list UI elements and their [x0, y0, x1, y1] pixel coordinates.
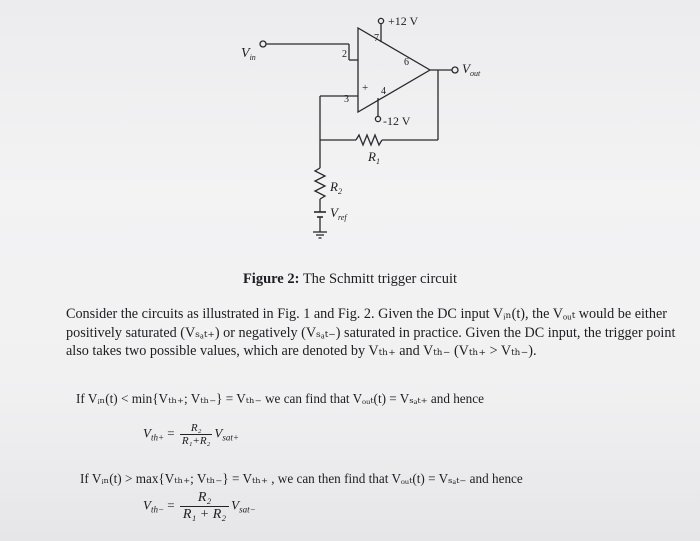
- equation-1-rhs-sub: sat+: [222, 432, 239, 443]
- condition-1-text: If Vᵢₙ(t) < min{Vₜₕ₊; Vₜₕ₋} = Vₜₕ₋ we can find that Vₒᵤₜ(t) = Vₛₐₜ₊ and hence: [76, 391, 484, 406]
- r2-resistor: [315, 168, 325, 199]
- equation-1-numerator: R₂: [180, 422, 213, 435]
- equation-2-lhs-sub: th−: [150, 504, 165, 515]
- pin-2-label: 2: [342, 49, 347, 60]
- vcc-terminal: [378, 18, 383, 23]
- vin-label: $V_{in}$: [241, 46, 256, 62]
- equation-1-lhs-sub: th+: [150, 432, 165, 443]
- condition-2-text: If Vᵢₙ(t) > max{Vₜₕ₊; Vₜₕ₋} = Vₜₕ₊ , we can then find that Vₒᵤₜ(t) = Vₛₐₜ₋ and hence: [80, 471, 523, 486]
- pin-4-label: 4: [381, 86, 386, 97]
- plus-sign: +: [362, 82, 369, 94]
- figure-caption-prefix: Figure 2:: [242, 271, 300, 287]
- vee-terminal: [375, 116, 380, 121]
- figure-caption: [0, 271, 700, 288]
- equation-2-fraction: [180, 490, 229, 523]
- equation-1-fraction: [180, 422, 213, 447]
- equation-2-denominator: R₁ + R₂: [182, 507, 227, 522]
- pin-7-label: 7: [374, 33, 379, 44]
- equation-2-equals: =: [167, 497, 175, 513]
- vref-label: $V_{ref}$: [330, 205, 347, 222]
- op-amp-symbol: [358, 28, 430, 112]
- equation-1-equals: =: [167, 425, 175, 441]
- equation-2-lhs: V: [143, 497, 151, 513]
- figure-caption-text: The Schmitt trigger circuit: [299, 271, 458, 287]
- paragraph-line-3: also takes two possible values, which are denoted by Vₜₕ₊ and Vₜₕ₋ (Vₜₕ₊ > Vₜₕ₋).: [66, 343, 537, 359]
- vcc-label: +12 V: [388, 14, 419, 28]
- equation-2-numerator: R₂: [180, 490, 229, 507]
- schmitt-trigger-circuit: [0, 0, 700, 270]
- vin-terminal: [260, 41, 266, 47]
- pin-3-label: 3: [344, 94, 349, 105]
- equation-1: [143, 422, 239, 447]
- equation-1-denominator: R₁+R₂: [181, 435, 211, 447]
- paragraph-line-2: positively saturated (Vₛₐₜ₊) or negatively (Vₛₐₜ₋) saturated in practice. Given the DC input, the trigger point: [66, 324, 676, 341]
- paragraph-line-1: Consider the circuits as illustrated in Fig. 1 and Fig. 2. Given the DC input Vᵢₙ(t), the Vₒᵤₜ would be either: [66, 306, 667, 322]
- vout-terminal: [452, 67, 458, 73]
- vee-label: -12 V: [383, 114, 411, 128]
- equation-1-lhs: V: [143, 425, 151, 441]
- equation-1-rhs: V: [214, 425, 223, 441]
- r1-resistor: [356, 135, 382, 145]
- r1-label: $R_1$: [368, 149, 380, 166]
- equation-2: [143, 490, 256, 523]
- description-paragraph: [66, 305, 676, 361]
- equation-2-rhs: V: [231, 497, 240, 513]
- r2-label: $R_2$: [330, 179, 342, 196]
- vout-label: $V_{out}$: [462, 61, 481, 78]
- pin-6-label: 6: [404, 57, 409, 68]
- equation-2-rhs-sub: sat−: [239, 504, 256, 515]
